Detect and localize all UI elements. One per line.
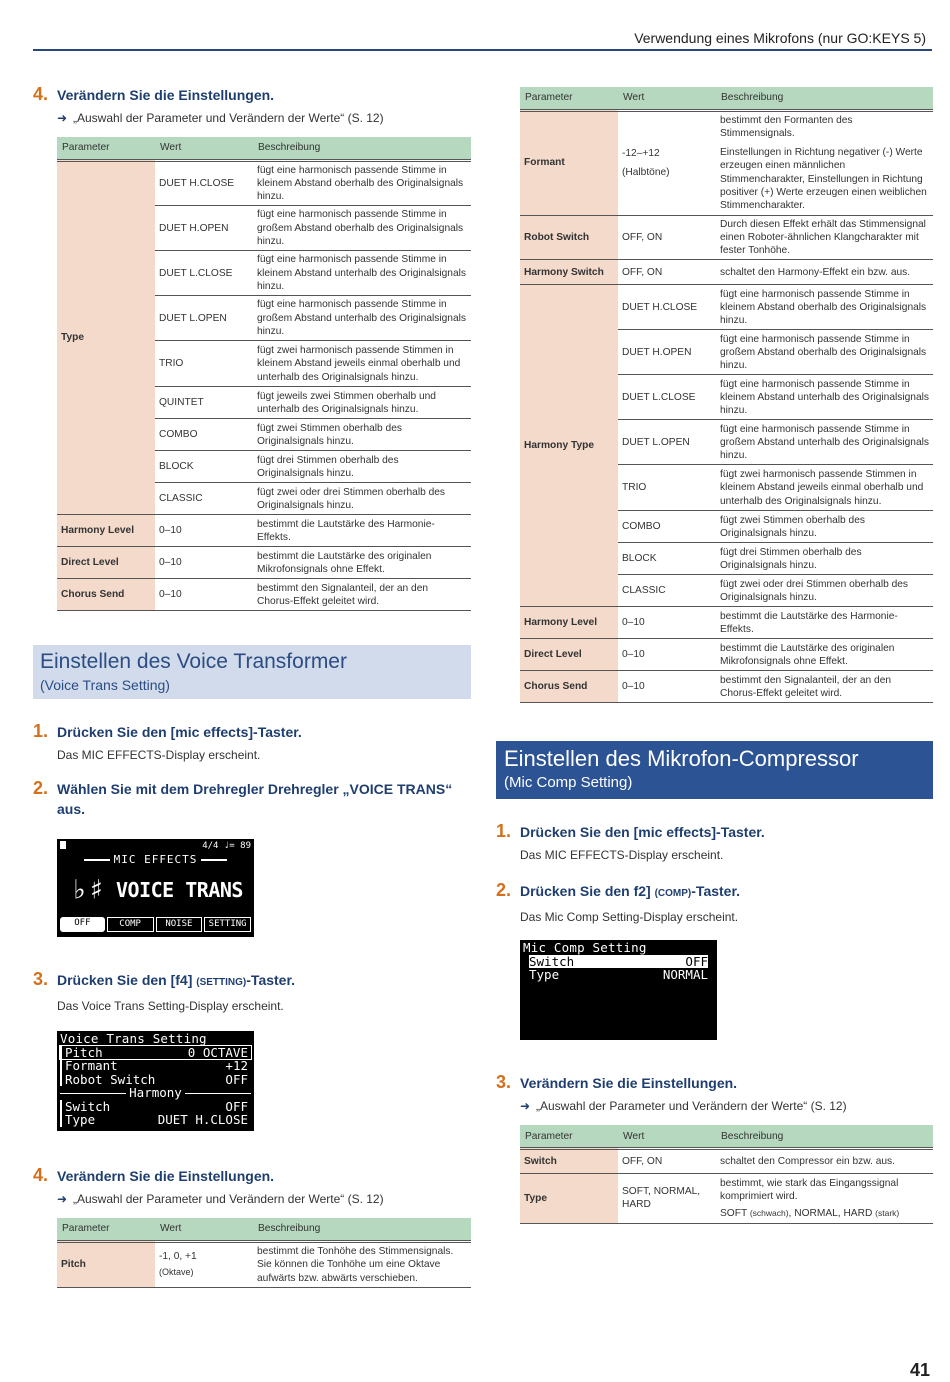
page-number: 41 [909,1360,930,1380]
description-cell: fügt eine harmonisch passende Stimme in kleinem Abstand unterhalb des Originalsignals hinzu. [716,375,933,420]
table-row [520,110,933,215]
param-cell: Chorus Send [57,579,155,611]
value-unit: (Oktave) [159,1267,194,1278]
col-header-value: Wert [155,137,253,160]
col-header-parameter: Parameter [57,1218,155,1241]
row-label: Formant [65,1058,118,1074]
table-row [57,579,471,611]
arrow-right-icon: ➜ [57,111,68,125]
step-description: Das Mic Comp Setting-Display erscheint. [520,910,739,925]
value-cell: DUET H.CLOSE [155,160,253,206]
description-cell: bestimmt die Tonhöhe des Stimmensignals. Sie können die Tonhöhe um eine Oktave aufwärts bzw. abwärts verschieben. [253,1241,471,1287]
col-header-description: Beschreibung [716,1125,933,1148]
harmony-parameter-table [57,137,471,611]
step-number: 2. [496,880,512,901]
description-cell: bestimmt die Lautstärke des Harmonie-Effekts. [716,607,933,639]
value-cell: DUET H.OPEN [618,330,716,375]
param-cell: Formant [520,110,618,215]
mic-effects-display [57,839,254,937]
param-cell: Robot Switch [520,215,618,260]
display-title: MIC EFFECTS [113,853,198,867]
tempo-readout: 4/4 ♩= 89 [202,841,251,852]
row-value: DUET H.CLOSE [157,1112,248,1128]
value-cell: DUET H.OPEN [155,206,253,251]
row-value: OFF [225,1098,248,1114]
value-cell: COMBO [618,511,716,543]
description-cell: bestimmt den Signalanteil, der an den Chorus-Effekt geleitet wird. [253,579,471,611]
value-cell: SOFT, NORMAL, HARD [618,1173,716,1223]
table-row [57,515,471,547]
step-number: 3. [496,1072,512,1093]
section-subtitle: (Voice Trans Setting) [40,677,170,694]
display-row[interactable] [60,1100,251,1114]
step-1-heading [33,721,471,742]
description-cell: bestimmt die Lautstärke des Harmonie-Effekts. [253,515,471,547]
step-2-heading [496,880,933,904]
step-3-heading [33,969,471,993]
table-row [520,607,933,639]
step-text: Verändern Sie die Einstellungen. [57,87,275,103]
value-cell: CLASSIC [618,575,716,607]
param-cell: Switch [520,1148,618,1173]
step-description: Das Voice Trans Setting-Display erscheint. [57,999,284,1014]
value-cell: 0–10 [155,579,253,611]
row-value: NORMAL [662,967,708,983]
table-row [57,547,471,579]
display-row[interactable] [60,1059,251,1073]
description-cell: bestimmt die Lautstärke des originalen Mikrofonsignals ohne Effekt. [253,547,471,579]
step-number: 4. [33,84,49,104]
step-text: Verändern Sie die Einstellungen. [520,1075,738,1092]
description-cell: fügt eine harmonisch passende Stimme in großem Abstand unterhalb des Originalsignals hinzu. [716,420,933,465]
section-heading-mic-compressor [496,741,933,799]
col-header-description: Beschreibung [253,1218,471,1241]
value-cell: CLASSIC [155,483,253,515]
value-cell: 0–10 [618,607,716,639]
value-cell [155,1241,253,1287]
description-line: bestimmt, wie stark das Eingangssignal komprimiert wird. [720,1177,899,1202]
value-cell: TRIO [155,341,253,387]
value-cell: DUET H.CLOSE [618,285,716,330]
description-line: bestimmt den Formanten des Stimmensignals. [720,114,853,139]
display-row[interactable] [60,1073,251,1087]
step-4-heading [33,84,471,105]
noise-softkey[interactable]: NOISE [156,917,203,932]
description-cell: schaltet den Compressor ein bzw. aus. [716,1148,933,1173]
step-number: 1. [496,821,512,842]
step-text: Drücken Sie den [mic effects]-Taster. [520,824,765,841]
table-row [520,671,933,703]
value-cell: 0–10 [618,671,716,703]
step-text-end: -Taster. [246,972,296,989]
param-cell: Harmony Switch [520,260,618,285]
step-description: Das MIC EFFECTS-Display erscheint. [520,848,724,863]
button-function-label: (SETTING) [196,977,247,989]
display-divider-label: Harmony [129,1085,182,1101]
row-label: Type [529,967,560,983]
value-range: -12–+12 [622,148,660,160]
value-unit: (Halbtöne) [622,166,670,178]
off-softkey[interactable]: OFF [60,917,105,932]
left-column [33,84,471,1288]
page-reference[interactable] [57,1192,471,1206]
description-cell: fügt drei Stimmen oberhalb des Originalsignals hinzu. [253,451,471,483]
description-cell: fügt eine harmonisch passende Stimme in großem Abstand oberhalb des Originalsignals hinzu. [716,330,933,375]
row-label: Pitch [65,1044,103,1060]
display-title: Mic Comp Setting [523,940,647,956]
step-text: Drücken Sie den f2] [520,883,655,900]
description-cell: fügt zwei oder drei Stimmen oberhalb des Originalsignals hinzu. [253,483,471,515]
row-value: OFF [225,1071,248,1087]
header-title: Verwendung eines Mikrofons (nur GO:KEYS 5) [634,30,926,46]
value-cell: OFF, ON [618,215,716,260]
description-cell: fügt zwei harmonisch passende Stimmen in kleinem Abstand jeweils einmal oberhalb und unterhalb des Originalsignals hinzu. [253,341,471,387]
description-cell: Durch diesen Effekt erhält das Stimmensignal einen Roboter-ähnlichen Klangcharakter mit fester Tonhöhe. [716,215,933,260]
step-3-heading [496,1072,933,1093]
comp-softkey[interactable]: COMP [107,917,154,932]
description-cell: fügt zwei harmonisch passende Stimmen in kleinem Abstand jeweils einmal oberhalb und unterhalb des Originalsignals hinzu. [716,465,933,511]
description-cell: fügt eine harmonisch passende Stimme in kleinem Abstand oberhalb des Originalsignals hinzu. [253,160,471,206]
description-cell: fügt zwei oder drei Stimmen oberhalb des Originalsignals hinzu. [716,575,933,607]
step-description: Das MIC EFFECTS-Display erscheint. [57,748,261,763]
voice-trans-setting-display [57,1031,254,1131]
row-value: 0 OCTAVE [187,1044,248,1060]
table-row [520,639,933,671]
value-cell: DUET L.OPEN [155,296,253,341]
description-cell: fügt eine harmonisch passende Stimme in großem Abstand unterhalb des Originalsignals hinzu. [253,296,471,341]
value-cell: DUET L.OPEN [618,420,716,465]
value-cell: TRIO [618,465,716,511]
description-cell: fügt eine harmonisch passende Stimme in kleinem Abstand oberhalb des Originalsignals hinzu. [716,285,933,330]
arrow-right-icon: ➜ [520,1099,531,1114]
display-title: Voice Trans Setting [60,1031,207,1047]
step-number: 2. [33,778,49,799]
right-column [496,87,933,1224]
value-cell: QUINTET [155,387,253,419]
step-2-heading [33,778,471,819]
col-header-parameter: Parameter [520,1125,618,1148]
desc-hard-note: (stark) [875,1208,900,1219]
step-1-heading [496,821,933,842]
arrow-right-icon: ➜ [57,1192,68,1207]
col-header-description: Beschreibung [716,87,933,110]
step-text-end: -Taster. [691,883,741,900]
section-title: Einstellen des Mikrofon-Compressor [504,746,859,772]
desc-soft-note: (schwach) [749,1208,789,1219]
desc-soft: SOFT [720,1208,750,1220]
description-cell: fügt jeweils zwei Stimmen oberhalb und unterhalb des Originalsignals hinzu. [253,387,471,419]
col-header-value: Wert [618,1125,716,1148]
table-row [520,1148,933,1173]
param-cell: Pitch [57,1241,155,1287]
display-row[interactable] [529,968,708,982]
button-function-label: (COMP) [654,888,692,900]
param-cell: Direct Level [57,547,155,579]
param-cell: Direct Level [520,639,618,671]
step-number: 3. [33,969,49,990]
description-cell: fügt drei Stimmen oberhalb des Originalsignals hinzu. [716,543,933,575]
page-reference[interactable] [520,1099,933,1113]
param-cell: Chorus Send [520,671,618,703]
row-label: Switch [529,953,575,969]
display-row[interactable] [60,1113,251,1127]
page-reference[interactable] [57,111,471,125]
reference-text: „Auswahl der Parameter und Verändern der Werte“ (S. 12) [73,1192,384,1207]
value-cell: 0–10 [618,639,716,671]
row-label: Type [65,1112,96,1128]
description-cell [716,110,933,215]
value-cell: OFF, ON [618,260,716,285]
display-row[interactable] [60,1046,251,1060]
row-value: OFF [685,953,708,969]
step-4-heading [33,1165,471,1186]
value-cell [618,110,716,215]
param-cell: Type [57,160,155,515]
value-range: -1, 0, +1 [159,1251,197,1263]
table-row [520,215,933,260]
col-header-value: Wert [155,1218,253,1241]
pitch-parameter-table [57,1218,471,1288]
param-cell: Harmony Type [520,285,618,607]
step-number: 1. [33,721,49,742]
desc-normal-hard: , NORMAL, HARD [788,1208,876,1220]
row-label: Robot Switch [65,1071,156,1087]
section-heading-voice-transformer [33,645,471,699]
step-text: Wählen Sie mit dem Drehregler Drehregler „VOICE TRANS“ aus. [57,781,453,818]
step-text: Drücken Sie den [mic effects]-Taster. [57,724,302,741]
description-cell: fügt zwei Stimmen oberhalb des Originalsignals hinzu. [716,511,933,543]
reference-text: „Auswahl der Parameter und Verändern der Werte“ (S. 12) [73,111,384,125]
row-value: +12 [225,1058,248,1074]
description-line: Einstellungen in Richtung negativer (-) Werte erzeugen einen männlichen Stimmencharakter, Einstellungen in Richtung positiver (+) Werte erzeugen einen weiblichen Stimmencharakter. [720,147,927,212]
value-cell: 0–10 [155,547,253,579]
row-label: Switch [65,1098,111,1114]
value-cell: BLOCK [618,543,716,575]
display-big-label: VOICE TRANS [116,878,243,903]
description-cell: fügt zwei Stimmen oberhalb des Originalsignals hinzu. [253,419,471,451]
voice-trans-parameter-table [520,87,933,703]
step-text: Drücken Sie den [f4] [57,972,197,989]
value-cell: BLOCK [155,451,253,483]
step-number: 4. [33,1165,49,1186]
description-cell [716,1173,933,1223]
param-cell: Type [520,1173,618,1223]
value-cell: 0–10 [155,515,253,547]
step-text: Verändern Sie die Einstellungen. [57,1168,275,1185]
col-header-description: Beschreibung [253,137,471,160]
description-cell: schaltet den Harmony-Effekt ein bzw. aus. [716,260,933,285]
table-row [520,260,933,285]
section-subtitle: (Mic Comp Setting) [504,774,633,792]
col-header-value: Wert [618,87,716,110]
table-row [57,160,471,206]
voice-sharp-icon: ♭♯ [71,873,105,907]
reference-text: „Auswahl der Parameter und Verändern der Werte“ (S. 12) [536,1099,847,1114]
value-cell: DUET L.CLOSE [618,375,716,420]
header-rule [33,49,932,51]
param-cell: Harmony Level [520,607,618,639]
description-cell: fügt eine harmonisch passende Stimme in großem Abstand oberhalb des Originalsignals hinzu. [253,206,471,251]
description-line [720,1207,929,1220]
value-cell: OFF, ON [618,1148,716,1173]
value-cell: COMBO [155,419,253,451]
compressor-parameter-table [520,1125,933,1224]
description-cell: bestimmt die Lautstärke des originalen Mikrofonsignals ohne Effekt. [716,639,933,671]
param-cell: Harmony Level [57,515,155,547]
display-row-selected[interactable] [529,955,708,969]
table-row [520,1173,933,1223]
col-header-parameter: Parameter [57,137,155,160]
table-row [520,285,933,330]
description-cell: fügt eine harmonisch passende Stimme in kleinem Abstand unterhalb des Originalsignals hinzu. [253,251,471,296]
col-header-parameter: Parameter [520,87,618,110]
description-cell: bestimmt den Signalanteil, der an den Chorus-Effekt geleitet wird. [716,671,933,703]
table-row [57,1241,471,1287]
section-title: Einstellen des Voice Transformer [40,650,347,674]
value-cell: DUET L.CLOSE [155,251,253,296]
battery-icon [60,841,66,849]
mic-comp-setting-display [520,940,717,1040]
setting-softkey[interactable]: SETTING [204,917,251,932]
